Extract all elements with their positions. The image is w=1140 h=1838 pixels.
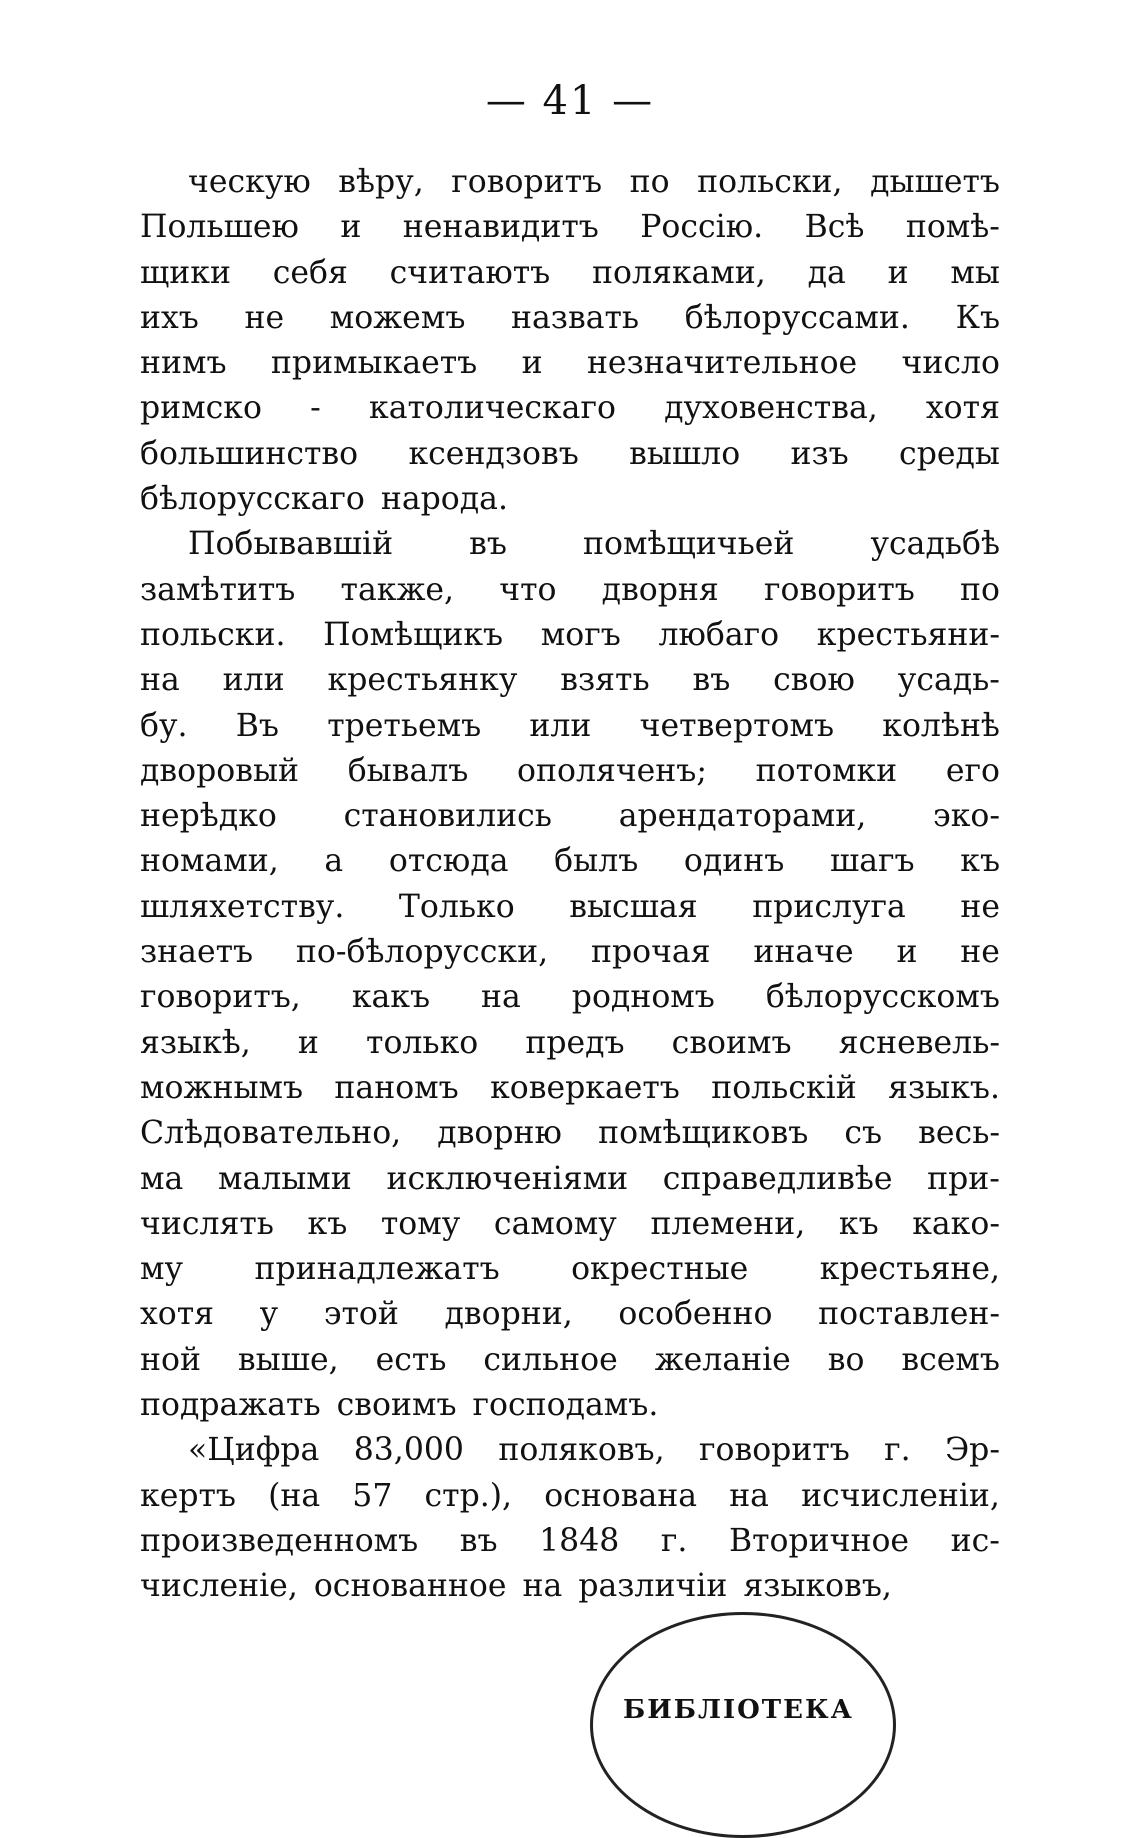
text-line [140, 794, 1000, 839]
word: крестьянку [327, 662, 518, 699]
word: любаго [658, 616, 780, 653]
text-line [140, 975, 1000, 1020]
word: назвать [511, 299, 640, 336]
word: могъ [540, 616, 621, 653]
text-line [140, 296, 1000, 341]
text-line [140, 1202, 1000, 1247]
word: дышетъ [870, 164, 1000, 200]
word: и [297, 1024, 319, 1061]
text-line [140, 885, 1000, 930]
word: крестьяни- [816, 616, 1000, 653]
word: не [960, 888, 1000, 925]
word: 57 [352, 1477, 393, 1514]
word: произведенномъ [140, 1522, 419, 1559]
word: справедливѣе [662, 1160, 893, 1197]
text-line [140, 522, 1000, 567]
word: хотя [925, 390, 1000, 427]
word: Побывавшій [188, 526, 394, 563]
word: говоритъ, [140, 979, 301, 1016]
word: ной [140, 1341, 201, 1378]
text-line [140, 1428, 1000, 1473]
word: бѣлорусскомъ [765, 979, 1000, 1016]
word: одинъ [683, 843, 785, 880]
word: въ [469, 526, 507, 563]
word: у [259, 1296, 279, 1333]
word: кертъ [140, 1477, 236, 1514]
word: можнымъ [140, 1069, 304, 1106]
text-line [140, 477, 1000, 522]
text-line [140, 704, 1000, 749]
word: примыкаетъ [270, 345, 478, 382]
word: нимъ [140, 345, 227, 382]
word: 1848 [539, 1522, 620, 1559]
word: бывалъ [347, 752, 469, 789]
word: по [629, 164, 670, 200]
word: помѣ- [905, 209, 1000, 246]
word: основана [544, 1477, 698, 1514]
word: только [366, 1024, 479, 1061]
word: къ [838, 1205, 879, 1242]
word: по [959, 571, 1000, 608]
word: паномъ [334, 1069, 459, 1106]
word: Эр- [945, 1432, 1000, 1469]
word: выше, [237, 1341, 339, 1378]
word: четвертомъ [639, 707, 835, 744]
word: стр.), [424, 1477, 513, 1514]
word: различіи [578, 1568, 728, 1605]
word: высшая [569, 888, 698, 925]
word: польски. [140, 616, 286, 653]
word: поляками, [592, 254, 766, 291]
word: прислуга [752, 888, 906, 925]
word: не [960, 934, 1000, 971]
word: Польшею [140, 209, 299, 246]
text-line [140, 1157, 1000, 1202]
word: самому [493, 1205, 617, 1242]
word: въ [692, 662, 731, 699]
word: говоритъ [451, 164, 603, 200]
word: языкъ. [888, 1069, 1000, 1106]
word: номами, [140, 843, 279, 880]
word: усадь- [897, 662, 1000, 699]
word: хотя [140, 1296, 215, 1333]
word: вѣру, [338, 164, 424, 200]
word: народа. [380, 481, 508, 518]
word: помѣщичьей [583, 526, 795, 563]
text-line [140, 1564, 1000, 1609]
word: бѣлоруссами. [684, 299, 910, 336]
word: замѣтитъ [140, 571, 296, 608]
word: по-бѣлорусски, [295, 934, 549, 971]
word: былъ [554, 843, 639, 880]
word: числять [140, 1205, 274, 1242]
word: потомки [755, 752, 898, 789]
word: большинство [140, 435, 359, 472]
word: своимъ [336, 1387, 457, 1424]
word: дворни, [444, 1296, 573, 1333]
word: дворню [437, 1115, 562, 1152]
word: г. [884, 1432, 911, 1469]
word: численіе, [140, 1568, 298, 1605]
word: поляковъ, [498, 1432, 665, 1469]
text-line [140, 930, 1000, 975]
word: считаютъ [389, 254, 551, 291]
text-line [140, 749, 1000, 794]
word: можемъ [329, 299, 466, 336]
word: къ [307, 1205, 348, 1242]
text-line [140, 1292, 1000, 1337]
word: и [887, 254, 909, 291]
word: третьемъ [327, 707, 482, 744]
word: языковъ, [743, 1568, 892, 1605]
word: господамъ. [472, 1387, 659, 1424]
word: поставлен- [818, 1296, 1000, 1333]
word: мы [950, 254, 1000, 291]
word: говоритъ [764, 571, 915, 608]
text-line [140, 1338, 1000, 1383]
word: а [324, 843, 344, 880]
word: съ [844, 1115, 883, 1152]
word: своимъ [671, 1024, 792, 1061]
word: Къ [955, 299, 1000, 336]
word: колѣнѣ [882, 707, 1000, 744]
word: польскій [711, 1069, 857, 1106]
word: взять [560, 662, 650, 699]
word: эко- [933, 798, 1000, 835]
word: въ [459, 1522, 498, 1559]
word: и [340, 209, 362, 246]
word: усадьбѣ [870, 526, 1000, 563]
word: становились [343, 798, 552, 835]
word: на [522, 1568, 563, 1605]
word: предъ [525, 1024, 625, 1061]
text-line [140, 160, 1000, 205]
word: говоритъ [699, 1432, 850, 1469]
library-stamp-text: БИБЛІОТЕКА [623, 1695, 854, 1725]
page-number: — 41 — [485, 78, 655, 124]
word: Всѣ [804, 209, 865, 246]
word: ксендзовъ [408, 435, 579, 472]
text-line [140, 839, 1000, 884]
text-line [140, 1383, 1000, 1428]
word: иначе [753, 934, 854, 971]
word: ма [140, 1160, 184, 1197]
page-text [140, 160, 1000, 1610]
word: да [807, 254, 846, 291]
word: во [827, 1341, 865, 1378]
word: и [521, 345, 543, 382]
word: что [499, 571, 557, 608]
word: особенно [618, 1296, 773, 1333]
text-line [140, 1066, 1000, 1111]
word: польски, [697, 164, 843, 200]
word: принадлежатъ [254, 1251, 500, 1288]
word: изъ [790, 435, 849, 472]
word: исчисленіи, [801, 1477, 1000, 1514]
word: како- [912, 1205, 1000, 1242]
word: дворовый [140, 752, 300, 789]
word: себя [272, 254, 348, 291]
word: Въ [235, 707, 279, 744]
word: незначительное [586, 345, 858, 382]
word: его [945, 752, 1000, 789]
word: при- [927, 1160, 1000, 1197]
word: число [901, 345, 1000, 382]
text-line [140, 251, 1000, 296]
word: къ [960, 843, 1000, 880]
word: Слѣдовательно, [140, 1115, 402, 1152]
word: тому [380, 1205, 461, 1242]
word: также, [340, 571, 455, 608]
word: Вторичное [728, 1522, 910, 1559]
word: отсюда [388, 843, 509, 880]
word: 83,000 [353, 1432, 464, 1469]
word: есть [375, 1341, 447, 1378]
text-line [140, 1111, 1000, 1156]
word: бѣлорусскаго [140, 481, 365, 518]
word: малыми [217, 1160, 352, 1197]
text-line [140, 658, 1000, 703]
word: желаніе [654, 1341, 791, 1378]
word: языкѣ, [140, 1024, 251, 1061]
word: ненавидитъ [402, 209, 599, 246]
word: (на [268, 1477, 321, 1514]
word: му [140, 1251, 184, 1288]
word: подражать [140, 1387, 321, 1424]
word: Россію. [640, 209, 764, 246]
word: окрестные [571, 1251, 749, 1288]
word: Помѣщикъ [323, 616, 504, 653]
word: родномъ [571, 979, 715, 1016]
word: весь- [918, 1115, 1000, 1152]
word: племени, [650, 1205, 806, 1242]
word: на [481, 979, 521, 1016]
word: нерѣдко [140, 798, 277, 835]
word: арендаторами, [618, 798, 867, 835]
word: духовенства, [664, 390, 878, 427]
word: и [896, 934, 918, 971]
word: ческую [188, 164, 311, 200]
text-line [140, 1519, 1000, 1564]
word: римско [140, 390, 262, 427]
word: - [310, 390, 321, 427]
text-line [140, 1474, 1000, 1519]
word: ихъ [140, 299, 199, 336]
word: знаетъ [140, 934, 254, 971]
word: ис- [950, 1522, 1000, 1559]
word: крестьяне, [819, 1251, 1000, 1288]
text-line [140, 1247, 1000, 1292]
text-line [140, 432, 1000, 477]
word: шляхетству. [140, 888, 345, 925]
word: среды [899, 435, 1000, 472]
word: не [244, 299, 285, 336]
text-line [140, 613, 1000, 658]
word: католическаго [369, 390, 616, 427]
word: шагъ [829, 843, 915, 880]
word: свою [773, 662, 855, 699]
text-line [140, 568, 1000, 613]
word: на [140, 662, 180, 699]
library-stamp [590, 1612, 896, 1838]
text-line [140, 1021, 1000, 1066]
word: Только [398, 888, 515, 925]
word: сильное [483, 1341, 618, 1378]
text-line [140, 386, 1000, 431]
word: всемъ [901, 1341, 1000, 1378]
word: дворня [601, 571, 719, 608]
text-line [140, 205, 1000, 250]
word: основанное [313, 1568, 507, 1605]
word: ясневель- [838, 1024, 1000, 1061]
word: какъ [351, 979, 431, 1016]
word: бу. [140, 707, 188, 744]
word: коверкаетъ [490, 1069, 680, 1106]
word: ополяченъ; [517, 752, 707, 789]
word: исключеніями [386, 1160, 629, 1197]
word: или [222, 662, 285, 699]
word: щики [140, 254, 231, 291]
text-line [140, 341, 1000, 386]
word: на [729, 1477, 769, 1514]
word: этой [323, 1296, 399, 1333]
word: г. [660, 1522, 688, 1559]
word: или [529, 707, 592, 744]
word: прочая [590, 934, 711, 971]
word: вышло [629, 435, 741, 472]
word: «Цифра [188, 1432, 320, 1469]
word: помѣщиковъ [598, 1115, 809, 1152]
